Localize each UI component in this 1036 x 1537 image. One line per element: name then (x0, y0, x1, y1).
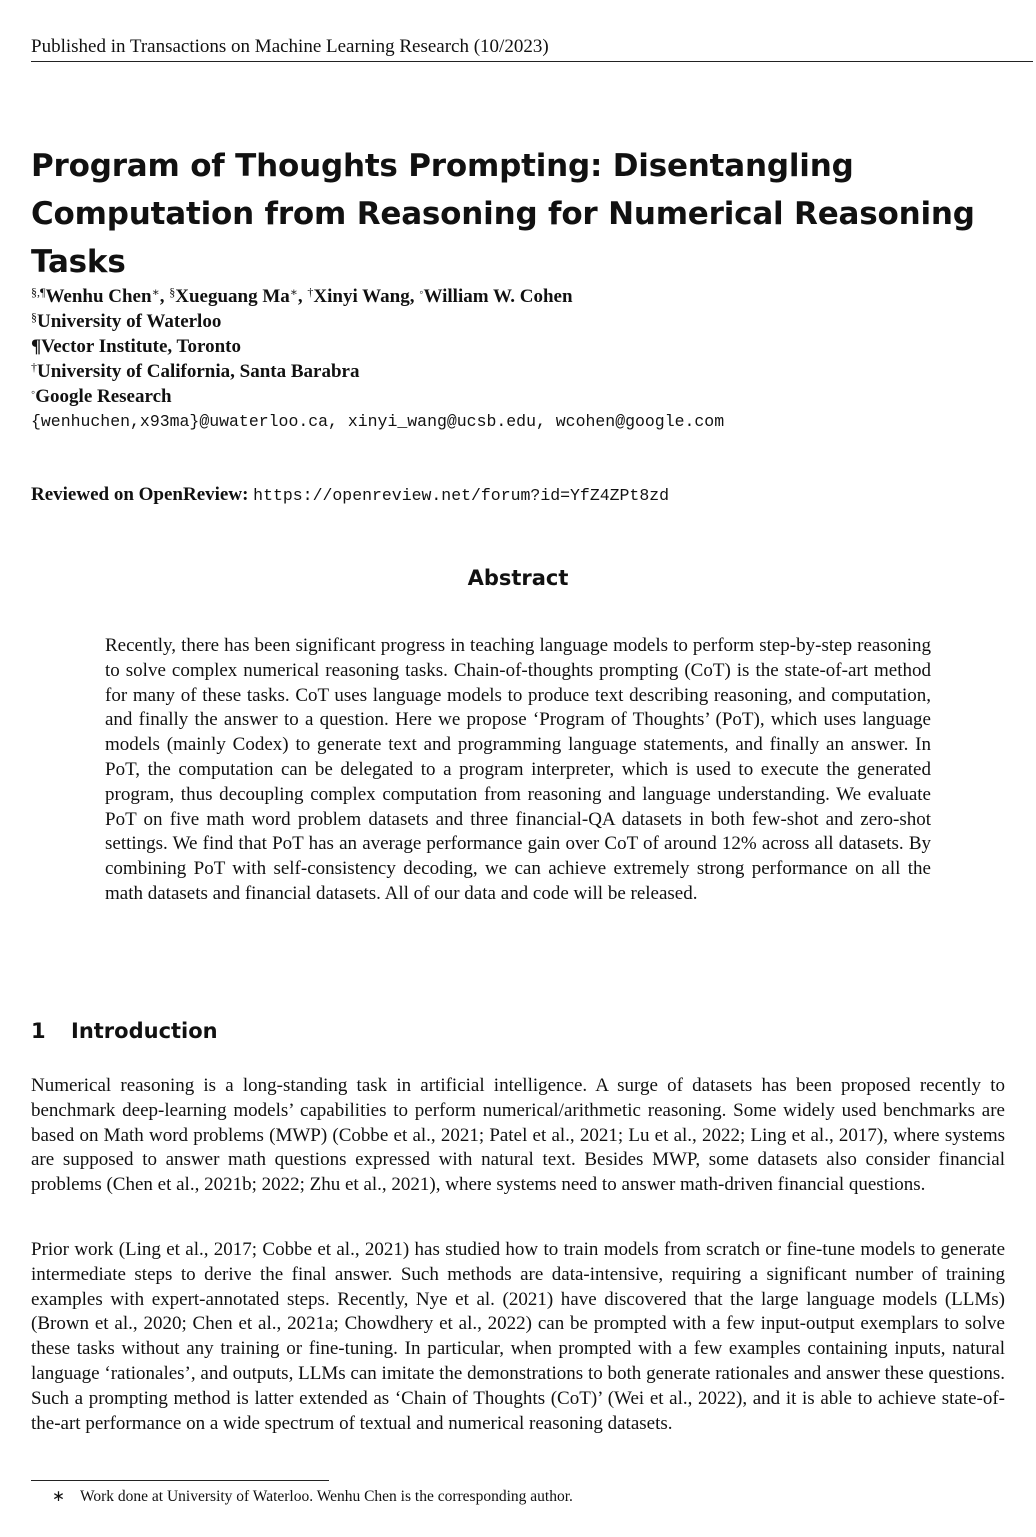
affiliation-3-name: University of California, Santa Barabra (37, 361, 360, 382)
affiliation-4-name: Google Research (35, 386, 172, 407)
intro-paragraph-2: Prior work (Ling et al., 2017; Cobbe et al., 2021) has studied how to train models from scratch or fine-tune models to generate intermediate steps to derive the final answer. Such methods are data-intensive, requiring a significant number of training examples with expert-annotated steps. Recently, Nye et al. (2021) have discovered that the large language models (LLMs) (Brown et al., 2020; Chen et al., 2021a; Chowdhery et al., 2022) can be prompted with a few input-output exemplars to solve these tasks without any training or fine-tuning. In particular, when prompted with a few examples containing inputs, natural language ‘rationales’, and outputs, LLMs can imitate the demonstrations to both generate rationales and answer these questions. Such a prompting method is latter extended as ‘Chain of Thoughts (CoT)’ (Wei et al., 2022), and it is able to achieve state-of-the-art performance on a wide spectrum of textual and numerical reasoning datasets. (31, 1239, 1005, 1434)
author-line: §,¶Wenhu Chen∗, §Xueguang Ma∗, †Xinyi Wang, ◦William W. Cohen (31, 285, 573, 307)
footnote-text: Work done at University of Waterloo. Wenhu Chen is the corresponding author. (80, 1488, 573, 1505)
author-emails: {wenhuchen,x93ma}@uwaterloo.ca, xinyi_wang@ucsb.edu, wcohen@google.com (31, 412, 725, 431)
affiliation-1-name: University of Waterloo (37, 311, 222, 332)
author-1-affiliation-mark: §,¶ (31, 285, 46, 299)
affiliation-2 (31, 334, 1011, 359)
running-header: Published in Transactions on Machine Learning Research (10/2023) (31, 36, 1033, 62)
author-2-affiliation-mark: § (169, 285, 176, 299)
affiliation-1 (31, 309, 1011, 334)
author-1-equal-mark: ∗ (151, 285, 160, 299)
author-2-equal-mark: ∗ (289, 285, 298, 299)
author-1-name: Wenhu Chen (45, 286, 152, 307)
affiliation-4-mark: ◦ (31, 385, 36, 399)
affiliation-3-mark: † (31, 360, 37, 374)
abstract-heading: Abstract (467, 566, 569, 590)
affiliation-2-mark: ¶ (31, 336, 42, 357)
footnote-mark: ∗ (52, 1488, 65, 1505)
section-title: Introduction (71, 1019, 218, 1043)
footnote-rule (31, 1480, 329, 1481)
affiliation-4 (31, 384, 1011, 409)
intro-paragraph-1: Numerical reasoning is a long-standing task in artificial intelligence. A surge of datasets has been proposed recently to benchmark deep-learning models’ capabilities to perform numerical/arithmetic reasoning. Some widely used benchmarks are based on Math word problems (MWP) (Cobbe et al., 2021; Patel et al., 2021; Lu et al., 2022; Ling et al., 2017), where systems are supposed to answer math questions expressed with natural text. Besides MWP, some datasets also consider financial problems (Chen et al., 2021b; 2022; Zhu et al., 2021), where systems need to answer math-driven financial questions. (31, 1075, 1005, 1196)
author-2-name: Xueguang Ma (175, 286, 290, 307)
review-label: Reviewed on OpenReview: (31, 484, 249, 505)
paper-title: Program of Thoughts Prompting: Disentangling Computation from Reasoning for Numerical Reasoning Tasks (31, 148, 975, 280)
author-3-name: Xinyi Wang, (313, 286, 415, 307)
author-4-affiliation-mark: ◦ (419, 285, 424, 299)
abstract-text: Recently, there has been significant progress in teaching language models to perform step-by-step reasoning to solve complex numerical reasoning tasks. Chain-of-thoughts prompting (CoT) is the state-of-art method for many of these tasks. CoT uses language models to produce text describing reasoning, and computation, and finally the answer to a question. Here we propose ‘Program of Thoughts’ (PoT), which uses language models (mainly Codex) to generate text and programming language statements, and finally an answer. In PoT, the computation can be delegated to a program interpreter, which is used to execute the generated program, thus decoupling complex computation from reasoning and language understanding. We evaluate PoT on five math word problem datasets and three financial-QA datasets in both few-shot and zero-shot settings. We find that PoT has an average performance gain over CoT of around 12% across all datasets. By combining PoT with self-consistency decoding, we can achieve extremely strong performance on all the math datasets and financial datasets. All of our data and code will be released. (105, 635, 931, 904)
affiliation-3 (31, 359, 1011, 384)
openreview-link[interactable]: https://openreview.net/forum?id=YfZ4ZPt8zd (253, 486, 670, 505)
section-number: 1 (31, 1019, 46, 1043)
affiliation-2-name: Vector Institute, Toronto (41, 336, 241, 357)
author-block (31, 284, 1011, 434)
review-note (31, 484, 1011, 506)
footnote (52, 1487, 1002, 1506)
section-heading (31, 1019, 631, 1043)
author-3-affiliation-mark: † (307, 285, 314, 299)
affiliation-1-mark: § (31, 310, 37, 324)
author-4-name: William W. Cohen (423, 286, 573, 307)
